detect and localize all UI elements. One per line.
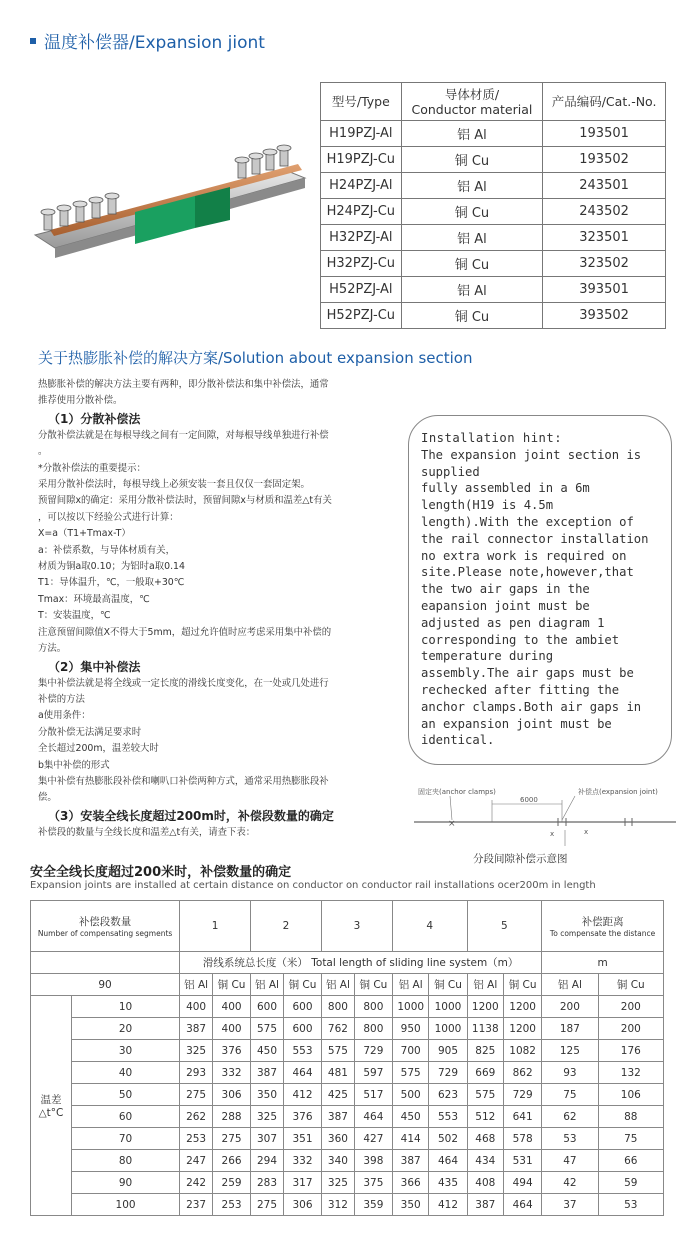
value-cell: 312 — [321, 1194, 354, 1216]
value-cell: 359 — [354, 1194, 392, 1216]
value-cell: 412 — [429, 1194, 467, 1216]
value-cell: 317 — [283, 1172, 321, 1194]
value-cell: 408 — [467, 1172, 504, 1194]
table-row — [31, 1172, 664, 1194]
text-line: 偿。 — [38, 792, 57, 804]
type-cell: H52PZJ-Al — [321, 277, 402, 303]
text-line: 。 — [38, 446, 48, 458]
value-cell: 427 — [354, 1128, 392, 1150]
subheading: （2）集中补偿法 — [48, 659, 141, 674]
value-cell: 517 — [354, 1084, 392, 1106]
text-line: 材质为铜a取0.10；为铝时a取0.14 — [38, 561, 185, 573]
value-cell: 275 — [180, 1084, 213, 1106]
hint-line: corresponding to the ambiet — [421, 632, 620, 647]
type-cell: H52PZJ-Cu — [321, 303, 402, 329]
segments-title-en: Number of compensating segments — [37, 929, 173, 938]
value-cell: 325 — [251, 1106, 284, 1128]
material-cell: 铝 Al — [401, 225, 543, 251]
value-cell: 176 — [598, 1040, 663, 1062]
temp-diff-cell: 20 — [72, 1018, 180, 1040]
text-line: a：补偿系数，与导体材质有关， — [38, 544, 175, 556]
type-cell: H19PZJ-Cu — [321, 147, 402, 173]
header-material-label: 导体材质/ Conductor material — [411, 86, 533, 117]
value-cell: 59 — [598, 1172, 663, 1194]
hint-line: length).With the exception of — [421, 514, 634, 529]
material-al: 铝 Al — [321, 974, 354, 996]
value-cell: 400 — [213, 996, 251, 1018]
installation-hint-box — [408, 415, 672, 765]
value-cell: 242 — [180, 1172, 213, 1194]
hint-line: adjusted as pen diagram 1 — [421, 615, 605, 630]
value-cell: 600 — [251, 996, 284, 1018]
value-cell: 307 — [251, 1128, 284, 1150]
text-line: 采用分散补偿法时，每根导线上必须安装一套且仅仅一套固定架。 — [38, 479, 310, 491]
value-cell: 502 — [429, 1128, 467, 1150]
value-cell: 237 — [180, 1194, 213, 1216]
text-line: 分散补偿法就是在每根导线之间有一定间隙，对每根导线单独进行补偿 — [38, 429, 329, 441]
table-row — [321, 147, 666, 173]
table-row — [31, 996, 664, 1018]
segment-5: 5 — [467, 901, 542, 952]
value-cell: 200 — [598, 996, 663, 1018]
value-cell: 500 — [392, 1084, 429, 1106]
value-cell: 729 — [429, 1062, 467, 1084]
value-cell: 464 — [354, 1106, 392, 1128]
material-cell: 铜 Cu — [401, 251, 543, 277]
value-cell: 400 — [180, 996, 213, 1018]
table-row — [321, 225, 666, 251]
bullet-square-icon — [30, 38, 36, 44]
value-cell: 66 — [598, 1150, 663, 1172]
value-cell: 481 — [321, 1062, 354, 1084]
catno-cell: 243502 — [543, 199, 666, 225]
temp-diff-cell: 100 — [72, 1194, 180, 1216]
value-cell: 575 — [392, 1062, 429, 1084]
hint-line: The expansion joint section is — [421, 447, 642, 462]
value-cell: 1000 — [392, 996, 429, 1018]
body-text — [38, 377, 398, 841]
hint-line: fully assembled in a 6m — [421, 481, 590, 496]
value-cell: 350 — [251, 1084, 284, 1106]
value-cell: 800 — [354, 1018, 392, 1040]
value-cell: 1200 — [504, 996, 542, 1018]
value-cell: 253 — [213, 1194, 251, 1216]
hint-line: temperature during — [421, 649, 554, 664]
value-cell: 88 — [598, 1106, 663, 1128]
text-line: 注意预留间隙值X不得大于5mm，超过允许值时应考虑采用集中补偿的 — [38, 626, 332, 638]
value-cell: 75 — [542, 1084, 598, 1106]
material-cu: 铜 Cu — [429, 974, 467, 996]
distance-title-cn: 补偿距离 — [581, 916, 624, 928]
value-cell: 275 — [213, 1128, 251, 1150]
text-line: a使用条件： — [38, 710, 91, 722]
hint-line: an expansion joint must be — [421, 716, 612, 731]
temp-diff-cell: 40 — [72, 1062, 180, 1084]
table-row — [31, 1040, 664, 1062]
segment-2: 2 — [251, 901, 322, 952]
material-al: 铝 Al — [251, 974, 284, 996]
text-line: 热膨胀补偿的解决方法主要有两种，即分散补偿法和集中补偿法，通常 — [38, 379, 329, 390]
distance-header — [542, 901, 664, 952]
value-cell: 75 — [598, 1128, 663, 1150]
segments-row — [31, 901, 664, 952]
section3-title: 安全全线长度超过200米时，补偿数量的确定 — [30, 865, 292, 880]
corner-cell: 90 — [31, 974, 180, 996]
value-cell: 266 — [213, 1150, 251, 1172]
value-cell: 1200 — [504, 1018, 542, 1040]
value-cell: 1138 — [467, 1018, 504, 1040]
product-table — [320, 82, 666, 329]
hint-line: length(H19 is 4.5m — [421, 498, 554, 513]
segment-3: 3 — [321, 901, 392, 952]
hint-line: identical. — [421, 733, 495, 748]
text-line: 集中补偿有热膨胀段补偿和喇叭口补偿两种方式，通常采用热膨胀段补 — [38, 775, 329, 787]
hint-line: rechecked after fitting the — [421, 682, 620, 697]
material-al: 铝 Al — [392, 974, 429, 996]
value-cell: 106 — [598, 1084, 663, 1106]
segment-1: 1 — [180, 901, 251, 952]
segment-4: 4 — [392, 901, 467, 952]
value-cell: 325 — [321, 1172, 354, 1194]
value-cell: 464 — [504, 1194, 542, 1216]
table-row — [31, 1194, 664, 1216]
value-cell: 905 — [429, 1040, 467, 1062]
page-title: 温度补偿器/Expansion jiont — [44, 33, 265, 53]
value-cell: 288 — [213, 1106, 251, 1128]
text-line: 集中补偿法就是将全线或一定长度的滑线长度变化，在一处或几处进行 — [38, 677, 329, 689]
value-cell: 306 — [283, 1194, 321, 1216]
gap-x1-label: x — [550, 830, 555, 838]
value-cell: 350 — [392, 1194, 429, 1216]
value-cell: 340 — [321, 1150, 354, 1172]
subheading: （3）安装全线长度超过200m时，补偿段数量的确定 — [48, 808, 334, 823]
value-cell: 200 — [542, 996, 598, 1018]
table-header-row — [321, 83, 666, 121]
value-cell: 575 — [467, 1084, 504, 1106]
value-cell: 47 — [542, 1150, 598, 1172]
value-cell: 531 — [504, 1150, 542, 1172]
value-cell: 376 — [283, 1106, 321, 1128]
type-cell: H32PZJ-Cu — [321, 251, 402, 277]
material-cell: 铝 Al — [401, 173, 543, 199]
hint-line: no extra work is required on — [421, 548, 627, 563]
table-row — [321, 277, 666, 303]
segments-title-cn: 补偿段数量 — [78, 916, 132, 928]
text-line: 分散补偿无法满足要求时 — [38, 726, 142, 738]
hint-line: assembly.The air gaps must be — [421, 666, 634, 681]
catno-cell: 193501 — [543, 121, 666, 147]
svg-text:×: × — [448, 819, 456, 829]
value-cell: 641 — [504, 1106, 542, 1128]
value-cell: 600 — [283, 996, 321, 1018]
temp-diff-label — [31, 996, 72, 1216]
value-cell: 1200 — [467, 996, 504, 1018]
unit-m: m — [542, 952, 664, 974]
value-cell: 360 — [321, 1128, 354, 1150]
temp-diff-cell: 10 — [72, 996, 180, 1018]
value-cell: 400 — [213, 1018, 251, 1040]
value-cell: 597 — [354, 1062, 392, 1084]
value-cell: 387 — [392, 1150, 429, 1172]
value-cell: 578 — [504, 1128, 542, 1150]
value-cell: 434 — [467, 1150, 504, 1172]
value-cell: 200 — [598, 1018, 663, 1040]
hint-line: eapansion joint must be — [421, 598, 590, 613]
hint-line: site.Please note,however,that — [421, 565, 634, 580]
temp-diff-cell: 50 — [72, 1084, 180, 1106]
value-cell: 293 — [180, 1062, 213, 1084]
value-cell: 93 — [542, 1062, 598, 1084]
material-cu: 铜 Cu — [213, 974, 251, 996]
value-cell: 464 — [283, 1062, 321, 1084]
value-cell: 1000 — [429, 996, 467, 1018]
table-row — [321, 199, 666, 225]
catno-cell: 193502 — [543, 147, 666, 173]
hint-line: the rail connector installation — [421, 531, 649, 546]
material-cu: 铜 Cu — [598, 974, 663, 996]
value-cell: 494 — [504, 1172, 542, 1194]
catno-cell: 393502 — [543, 303, 666, 329]
table-row — [321, 121, 666, 147]
segments-header — [31, 901, 180, 952]
table-row — [31, 1106, 664, 1128]
table-row — [31, 1062, 664, 1084]
value-cell: 132 — [598, 1062, 663, 1084]
value-cell: 387 — [180, 1018, 213, 1040]
section-title: 关于热膨胀补偿的解决方案/Solution about expansion section — [38, 349, 473, 367]
catno-cell: 323501 — [543, 225, 666, 251]
temp-diff-cell: 90 — [72, 1172, 180, 1194]
text-line: T：安装温度，℃ — [38, 610, 111, 622]
value-cell: 387 — [321, 1106, 354, 1128]
value-cell: 125 — [542, 1040, 598, 1062]
material-cell: 铝 Al — [401, 121, 543, 147]
dim-label: 6000 — [520, 796, 538, 804]
expansion-joint-photo — [30, 140, 312, 280]
type-cell: H32PZJ-Al — [321, 225, 402, 251]
hint-line: supplied — [421, 464, 480, 479]
value-cell: 425 — [321, 1084, 354, 1106]
value-cell: 600 — [283, 1018, 321, 1040]
value-cell: 366 — [392, 1172, 429, 1194]
material-row — [31, 974, 664, 996]
catno-cell: 243501 — [543, 173, 666, 199]
compensation-table — [30, 900, 664, 1216]
value-cell: 283 — [251, 1172, 284, 1194]
material-al: 铝 Al — [467, 974, 504, 996]
text-line: X=a（T1+Tmax-T） — [38, 528, 131, 540]
material-al: 铝 Al — [180, 974, 213, 996]
value-cell: 669 — [467, 1062, 504, 1084]
expansion-label: 补偿点(expansion joint) — [578, 788, 658, 796]
value-cell: 468 — [467, 1128, 504, 1150]
value-cell: 450 — [392, 1106, 429, 1128]
header-material — [401, 83, 543, 121]
type-cell: H19PZJ-Al — [321, 121, 402, 147]
material-al: 铝 Al — [542, 974, 598, 996]
value-cell: 53 — [598, 1194, 663, 1216]
gap-x2-label: x — [584, 828, 589, 836]
value-cell: 306 — [213, 1084, 251, 1106]
value-cell: 275 — [251, 1194, 284, 1216]
material-cu: 铜 Cu — [354, 974, 392, 996]
value-cell: 553 — [429, 1106, 467, 1128]
temp-label-1: 温差 — [40, 1094, 62, 1106]
length-label: 滑线系统总长度（米） Total length of sliding line system（m） — [180, 952, 542, 974]
catno-cell: 323502 — [543, 251, 666, 277]
material-cell: 铝 Al — [401, 277, 543, 303]
table-row — [31, 1084, 664, 1106]
gap-diagram — [410, 784, 680, 854]
value-cell: 253 — [180, 1128, 213, 1150]
value-cell: 62 — [542, 1106, 598, 1128]
material-cell: 铜 Cu — [401, 303, 543, 329]
table-row — [31, 1128, 664, 1150]
anchor-label: 固定夹(anchor clamps) — [418, 788, 496, 796]
value-cell: 729 — [354, 1040, 392, 1062]
catno-cell: 393501 — [543, 277, 666, 303]
diagram-caption: 分段间隙补偿示意图 — [473, 853, 568, 865]
value-cell: 259 — [213, 1172, 251, 1194]
value-cell: 412 — [283, 1084, 321, 1106]
table-row — [31, 1018, 664, 1040]
value-cell: 398 — [354, 1150, 392, 1172]
value-cell: 512 — [467, 1106, 504, 1128]
value-cell: 950 — [392, 1018, 429, 1040]
value-cell: 187 — [542, 1018, 598, 1040]
temp-diff-cell: 30 — [72, 1040, 180, 1062]
value-cell: 37 — [542, 1194, 598, 1216]
value-cell: 376 — [213, 1040, 251, 1062]
value-cell: 53 — [542, 1128, 598, 1150]
value-cell: 575 — [321, 1040, 354, 1062]
table-row — [321, 173, 666, 199]
value-cell: 800 — [354, 996, 392, 1018]
value-cell: 42 — [542, 1172, 598, 1194]
section3-subtitle: Expansion joints are installed at certain distance on conductor on conductor rail installations ocer200m in length — [30, 880, 596, 891]
text-line: 全长超过200m，温差较大时 — [38, 743, 159, 755]
table-row — [31, 1150, 664, 1172]
value-cell: 450 — [251, 1040, 284, 1062]
temp-diff-cell: 60 — [72, 1106, 180, 1128]
value-cell: 800 — [321, 996, 354, 1018]
hint-line: anchor clamps.Both air gaps in — [421, 699, 642, 714]
text-line: 推荐使用分散补偿。 — [38, 395, 123, 407]
value-cell: 247 — [180, 1150, 213, 1172]
value-cell: 464 — [429, 1150, 467, 1172]
text-line: *分散补偿法的重要提示： — [38, 462, 146, 474]
type-cell: H24PZJ-Cu — [321, 199, 402, 225]
table-row — [321, 303, 666, 329]
value-cell: 825 — [467, 1040, 504, 1062]
value-cell: 435 — [429, 1172, 467, 1194]
value-cell: 332 — [283, 1150, 321, 1172]
subheading: （1）分散补偿法 — [48, 411, 141, 426]
value-cell: 325 — [180, 1040, 213, 1062]
value-cell: 762 — [321, 1018, 354, 1040]
material-cu: 铜 Cu — [504, 974, 542, 996]
page-header — [30, 28, 265, 53]
temp-label-2: △t°C — [38, 1107, 64, 1119]
value-cell: 387 — [467, 1194, 504, 1216]
text-line: b集中补偿的形式 — [38, 759, 110, 771]
material-cell: 铜 Cu — [401, 147, 543, 173]
value-cell: 623 — [429, 1084, 467, 1106]
value-cell: 332 — [213, 1062, 251, 1084]
temp-diff-cell: 80 — [72, 1150, 180, 1172]
value-cell: 862 — [504, 1062, 542, 1084]
temp-diff-cell: 70 — [72, 1128, 180, 1150]
material-cell: 铜 Cu — [401, 199, 543, 225]
text-line: 补偿的方法 — [38, 693, 85, 705]
material-cu: 铜 Cu — [283, 974, 321, 996]
value-cell: 351 — [283, 1128, 321, 1150]
text-line: Tmax：环境最高温度，℃ — [38, 593, 150, 605]
text-line: ，可以按以下经验公式进行计算： — [38, 511, 179, 523]
value-cell: 700 — [392, 1040, 429, 1062]
length-row — [31, 952, 664, 974]
header-catno: 产品编码/Cat.-No. — [543, 83, 666, 121]
value-cell: 1000 — [429, 1018, 467, 1040]
hint-line: the two air gaps in the — [421, 582, 590, 597]
text-line: 方法。 — [38, 643, 67, 655]
hint-title: Installation hint: — [421, 431, 563, 445]
header-type: 型号/Type — [321, 83, 402, 121]
value-cell: 375 — [354, 1172, 392, 1194]
text-line: T1：导体温升，℃，一般取+30℃ — [38, 577, 185, 589]
text-line: 预留间隙x的确定：采用分散补偿法时，预留间隙x与材质和温差△t有关 — [38, 495, 332, 507]
value-cell: 387 — [251, 1062, 284, 1084]
type-cell: H24PZJ-Al — [321, 173, 402, 199]
value-cell: 294 — [251, 1150, 284, 1172]
text-line: 补偿段的数量与全线长度和温差△t有关，请查下表： — [38, 826, 256, 838]
value-cell: 262 — [180, 1106, 213, 1128]
value-cell: 1082 — [504, 1040, 542, 1062]
distance-title-en: To compensate the distance — [549, 929, 656, 938]
value-cell: 575 — [251, 1018, 284, 1040]
value-cell: 414 — [392, 1128, 429, 1150]
value-cell: 553 — [283, 1040, 321, 1062]
table-row — [321, 251, 666, 277]
value-cell: 729 — [504, 1084, 542, 1106]
